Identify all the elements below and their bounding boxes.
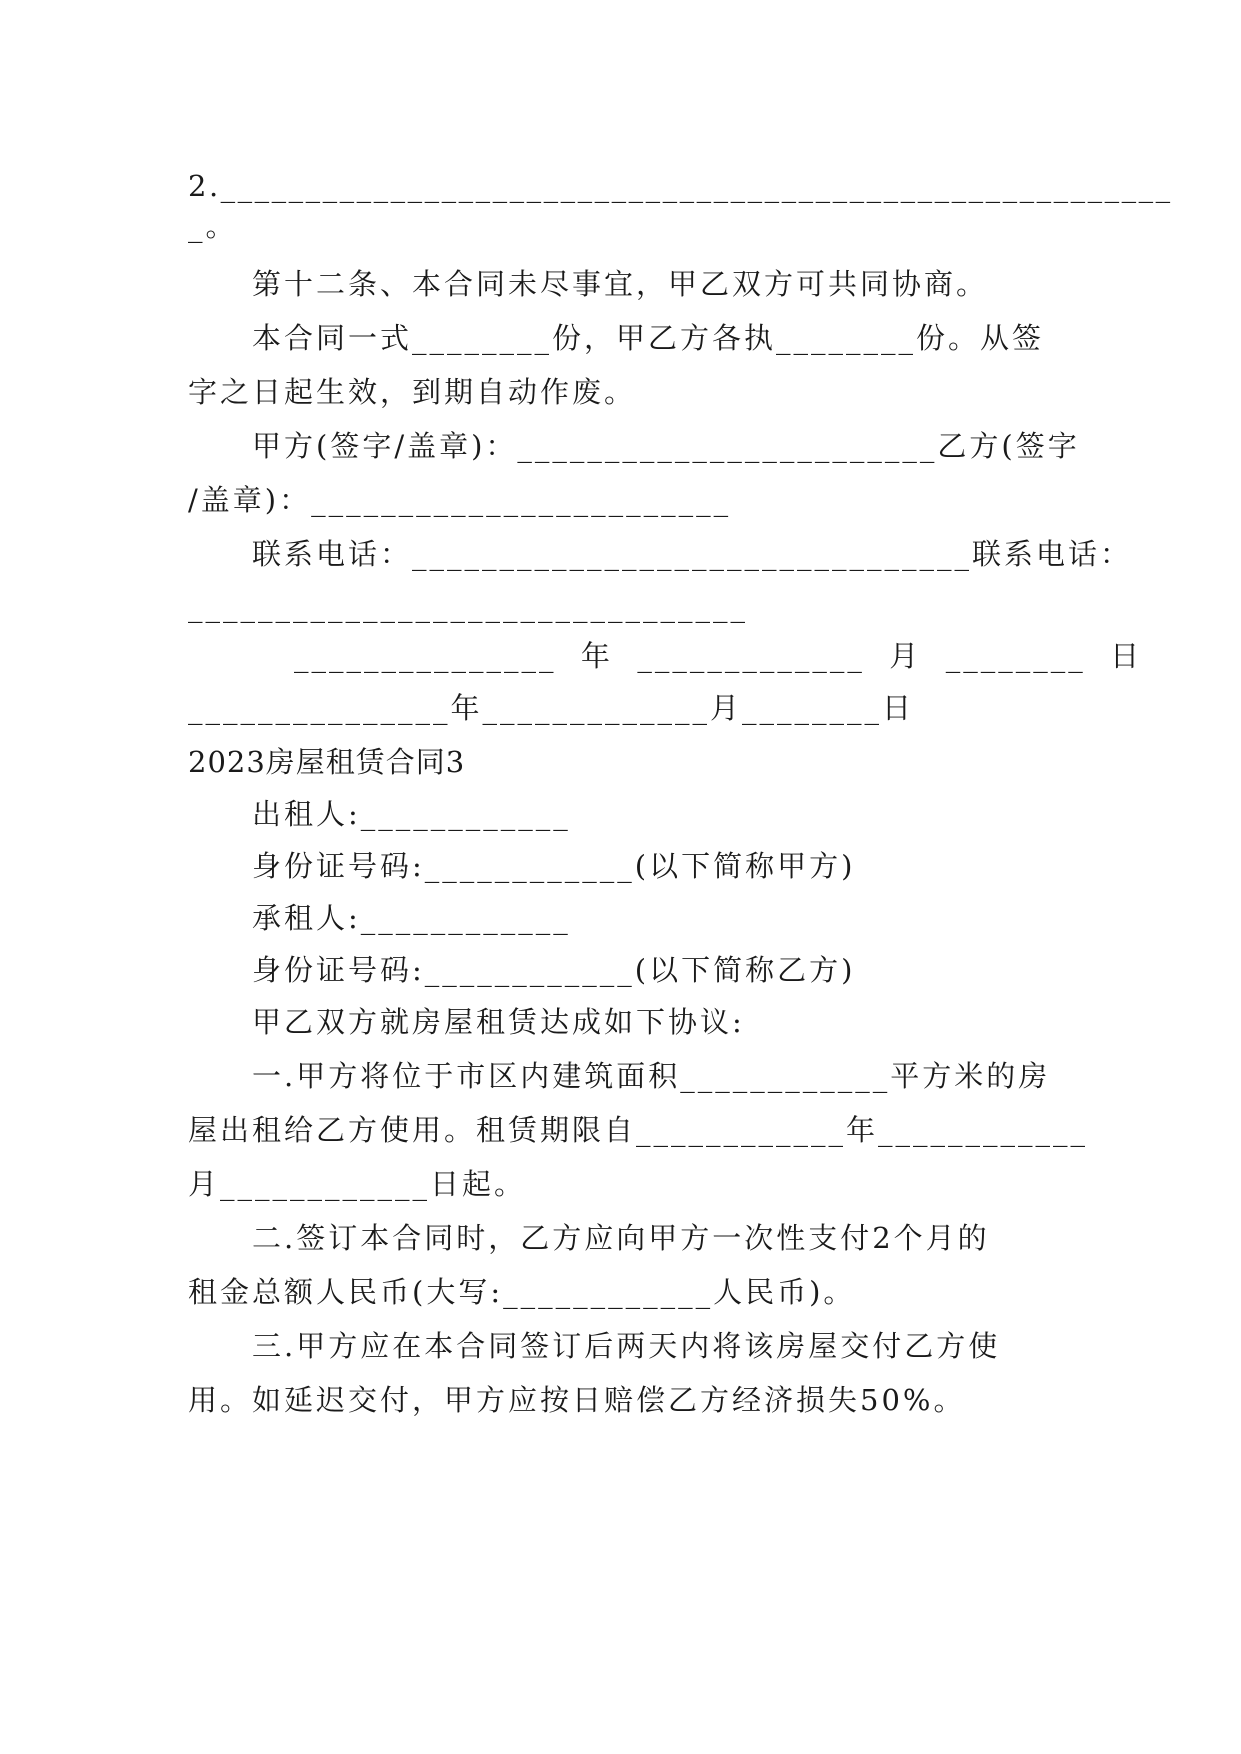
clause-item-2: 2.________________________________________________________ (188, 169, 1173, 203)
lessor-field: 出租人:____________ (252, 797, 571, 831)
agreement-intro: 甲乙双方就房屋租赁达成如下协议: (252, 1005, 745, 1039)
date-line-1: _______________ 年 _____________ 月 ________ 日 (294, 639, 1143, 673)
date-line-2: _______________年_____________月________日 (188, 691, 915, 725)
phone-line: 联系电话：________________________________联系电话： (252, 537, 1133, 571)
clause-1: 一.甲方将位于市区内建筑面积____________平方米的房 (252, 1059, 1051, 1093)
copies-clause: 本合同一式________份，甲乙方各执________份。从签 (252, 321, 1045, 355)
lessor-id-field: 身份证号码:____________(以下简称甲方) (252, 849, 856, 883)
contract-title: 2023房屋租赁合同3 (188, 745, 466, 779)
clause-1-end: 月____________日起。 (188, 1167, 527, 1201)
clause-item-2-end: _。 (188, 209, 238, 243)
clause-3-cont: 用。如延迟交付，甲方应按日赔偿乙方经济损失50%。 (188, 1383, 966, 1417)
copies-clause-cont: 字之日起生效，到期自动作废。 (188, 375, 637, 409)
lessee-field: 承租人:____________ (252, 901, 571, 935)
signature-line-cont: /盖章)：________________________ (188, 483, 732, 517)
clause-2-cont: 租金总额人民币(大写:____________人民币)。 (188, 1275, 856, 1309)
article-12: 第十二条、本合同未尽事宜，甲乙双方可共同协商。 (252, 267, 989, 301)
clause-3: 三.甲方应在本合同签订后两天内将该房屋交付乙方使 (252, 1329, 1001, 1363)
phone-line-cont: ________________________________ (188, 589, 748, 623)
lessee-id-field: 身份证号码:____________(以下简称乙方) (252, 953, 856, 987)
signature-line: 甲方(签字/盖章)：________________________乙方(签字 (252, 429, 1080, 463)
clause-1-cont: 屋出租给乙方使用。租赁期限自____________年____________ (188, 1113, 1089, 1147)
clause-2: 二.签订本合同时，乙方应向甲方一次性支付2个月的 (252, 1221, 990, 1255)
